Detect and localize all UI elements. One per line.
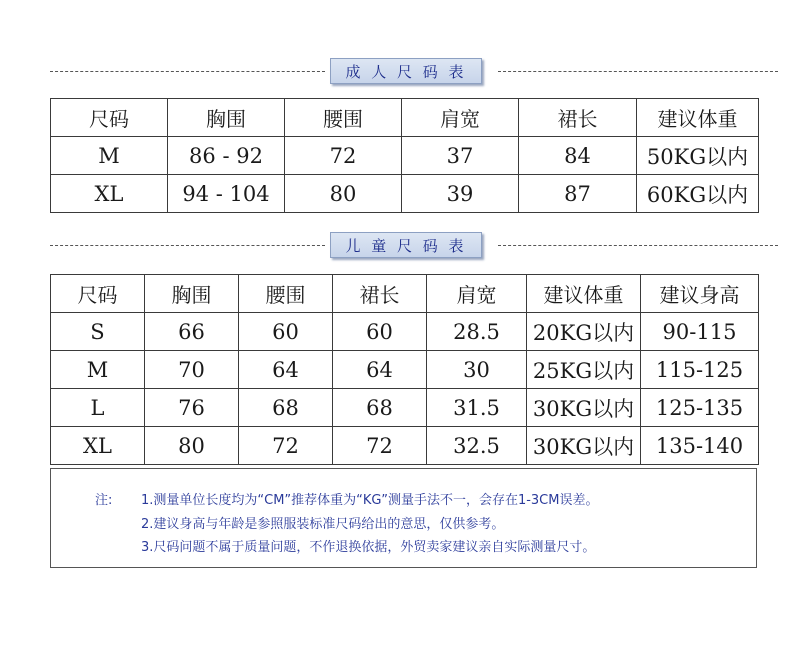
table-cell: 60KG以内 xyxy=(637,175,759,213)
table-cell: S xyxy=(51,313,145,351)
table-cell: 68 xyxy=(333,389,427,427)
table-cell: L xyxy=(51,389,145,427)
table-cell: 72 xyxy=(333,427,427,465)
column-header: 裙长 xyxy=(519,99,637,137)
table-cell: 50KG以内 xyxy=(637,137,759,175)
divider-line xyxy=(498,245,778,246)
table-cell: 80 xyxy=(145,427,239,465)
table-cell: 32.5 xyxy=(427,427,527,465)
column-header: 胸围 xyxy=(168,99,285,137)
table-cell: 28.5 xyxy=(427,313,527,351)
table-row xyxy=(51,351,759,389)
table-row xyxy=(51,175,759,213)
adult-size-table xyxy=(50,98,759,213)
table-cell: 60 xyxy=(333,313,427,351)
column-header: 裙长 xyxy=(333,275,427,313)
note-line-3: 3.尺码问题不属于质量问题，不作退换依据，外贸卖家建议亲自实际测量尺寸。 xyxy=(141,540,596,555)
size-chart-page xyxy=(30,36,778,596)
column-header: 胸围 xyxy=(145,275,239,313)
column-header: 尺码 xyxy=(51,275,145,313)
note-line-2: 2.建议身高与年龄是参照服装标准尺码给出的意思，仅供参考。 xyxy=(141,517,505,532)
table-cell: 125-135 xyxy=(641,389,759,427)
child-section-header xyxy=(50,232,778,260)
divider-line xyxy=(498,71,778,72)
table-cell: 30 xyxy=(427,351,527,389)
table-cell: 20KG以内 xyxy=(527,313,641,351)
table-cell: 90-115 xyxy=(641,313,759,351)
table-row xyxy=(51,313,759,351)
child-size-chart-title: 儿 童 尺 码 表 xyxy=(330,232,482,258)
child-size-table xyxy=(50,274,759,465)
table-cell: 30KG以内 xyxy=(527,389,641,427)
column-header: 肩宽 xyxy=(402,99,519,137)
table-cell: 72 xyxy=(285,137,402,175)
table-cell: 135-140 xyxy=(641,427,759,465)
notes-box xyxy=(50,468,757,568)
table-row xyxy=(51,137,759,175)
column-header: 建议身高 xyxy=(641,275,759,313)
table-cell: 64 xyxy=(239,351,333,389)
table-cell: 94 - 104 xyxy=(168,175,285,213)
table-cell: 66 xyxy=(145,313,239,351)
adult-section-header xyxy=(50,58,778,86)
adult-size-chart-title: 成 人 尺 码 表 xyxy=(330,58,482,84)
column-header: 腰围 xyxy=(285,99,402,137)
table-cell: 72 xyxy=(239,427,333,465)
divider-line xyxy=(50,245,325,246)
column-header: 腰围 xyxy=(239,275,333,313)
table-cell: 25KG以内 xyxy=(527,351,641,389)
column-header: 建议体重 xyxy=(527,275,641,313)
column-header: 建议体重 xyxy=(637,99,759,137)
table-cell: 84 xyxy=(519,137,637,175)
divider-line xyxy=(50,71,325,72)
table-header-row xyxy=(51,99,759,137)
table-cell: 70 xyxy=(145,351,239,389)
table-cell: 76 xyxy=(145,389,239,427)
table-cell: 68 xyxy=(239,389,333,427)
column-header: 尺码 xyxy=(51,99,168,137)
notes-label: 注: xyxy=(95,493,113,508)
table-cell: 30KG以内 xyxy=(527,427,641,465)
table-header-row xyxy=(51,275,759,313)
table-cell: 31.5 xyxy=(427,389,527,427)
note-line-1: 1.测量单位长度均为“CM”推荐体重为“KG”测量手法不一，会存在1-3CM误差。 xyxy=(141,493,599,508)
table-cell: 115-125 xyxy=(641,351,759,389)
table-cell: 64 xyxy=(333,351,427,389)
table-cell: XL xyxy=(51,175,168,213)
table-row xyxy=(51,427,759,465)
table-cell: 80 xyxy=(285,175,402,213)
column-header: 肩宽 xyxy=(427,275,527,313)
table-cell: 37 xyxy=(402,137,519,175)
table-cell: 86 - 92 xyxy=(168,137,285,175)
table-cell: XL xyxy=(51,427,145,465)
table-cell: 39 xyxy=(402,175,519,213)
table-cell: M xyxy=(51,137,168,175)
table-row xyxy=(51,389,759,427)
table-cell: 60 xyxy=(239,313,333,351)
table-cell: 87 xyxy=(519,175,637,213)
table-cell: M xyxy=(51,351,145,389)
